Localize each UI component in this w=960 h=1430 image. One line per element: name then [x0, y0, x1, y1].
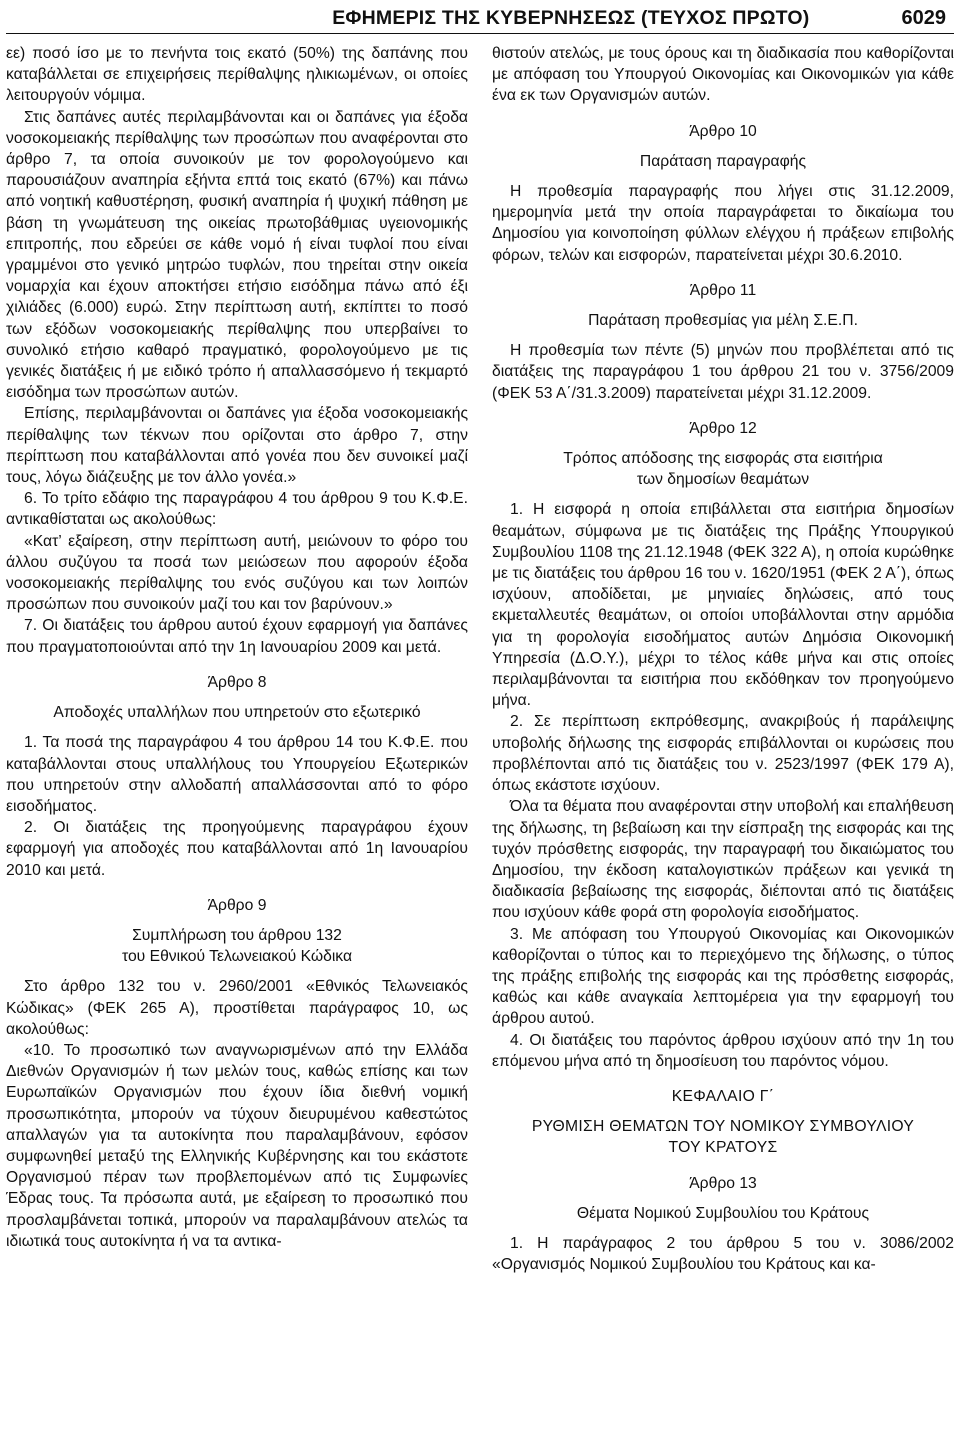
paragraph: 3. Με απόφαση του Υπουργού Οικονομίας και Οικονομικών καθορίζονται ο τύπος και το περιεχόμενο της δήλωσης, ο τύπος της πράξης επιβολής της εισφοράς και της πρόσθετης εισφοράς, καθώς και κάθε αναγκαία λεπτομέρεια για την εφαρμογή του άρθρου αυτού. [492, 925, 954, 1028]
chapter-subtitle-line-1: ΡΥΘΜΙΣΗ ΘΕΜΑΤΩΝ ΤΟΥ ΝΟΜΙΚΟΥ ΣΥΜΒΟΥΛΙΟΥ [531, 1118, 915, 1136]
paragraph: 1. Η παράγραφος 2 του άρθρου 5 του ν. 3086/2002 «Οργανισμός Νομικού Συμβουλίου του Κράτους και κα- [492, 1234, 954, 1274]
article-8-title: Άρθρο 8 [207, 673, 267, 691]
paragraph: 1. Τα ποσά της παραγράφου 4 του άρθρου 14 του Κ.Φ.Ε. που καταβάλλονται στους υπαλλήλους του Υπουργείου Εξωτερικών που υπηρετούν στην αλλοδαπή απαλλάσσονται από το φόρο εισοδήματος. [6, 734, 468, 815]
article-9-subtitle [6, 925, 468, 967]
article-10-subtitle: Παράταση παραγραφής [639, 152, 807, 170]
chapter-subtitle-line-2: ΤΟΥ ΚΡΑΤΟΥΣ [668, 1139, 778, 1157]
article-12-subtitle-line-2: των δημοσίων θεαμάτων [636, 471, 810, 489]
paragraph: εε) ποσό ίσο με το πενήντα τοις εκατό (50%) της δαπάνης που καταβάλλεται σε επιχειρήσεις περίθαλψης ηλικιωμένων, οι οποίες λειτουργούν νόμιμα. [6, 45, 468, 105]
article-13-subtitle: Θέματα Νομικού Συμβουλίου του Κράτους [576, 1204, 870, 1222]
paragraph: Όλα τα θέματα που αναφέρονται στην υποβολή και επαλήθευση της δήλωσης, τη βεβαίωση και την είσπραξη της εισφοράς και της τυχόν πρόσθετης εισφοράς, την παραγραφή του δικαιώματος του Δημοσίου, την έκδοση καταλογιστικών πράξεων και γενικά τη διαδικασία βεβαίωσης της εισφοράς, διέπονται από τις διατάξεις που ισχύουν κάθε φορά στη φορολογία εισοδήματος. [492, 798, 954, 922]
article-9-title: Άρθρο 9 [207, 896, 267, 914]
paragraph: 1. Η εισφορά η οποία επιβάλλεται στα εισιτήρια δημοσίων θεαμάτων, σύμφωνα με τις διατάξεις της Πράξης Υπουργικού Συμβουλίου 1108 της 21.12.1948 (ΦΕΚ 322 Α), η οποία κυρώθηκε με τις διατάξεις του άρθρου 16 του ν. 1620/1951 (ΦΕΚ 2 Α΄), όπως ισχύουν, αποδίδεται, με μηνιαίες δηλώσεις, από τους εκμεταλλευτές θεαμάτων, οι οποίοι υποβάλλονται στην αρμόδια για τη φορολογία εισοδήματος αυτών Δημόσια Οικονομική Υπηρεσία (Δ.Ο.Υ.), μέχρι το τέλος κάθε μήνα και στις οποίες περιλαμβάνονται τα εισιτήρια που εκδόθηκαν τον προηγούμενο μήνα. [492, 501, 954, 710]
article-9-subtitle-line-1: Συμπλήρωση του άρθρου 132 [132, 926, 342, 944]
article-10-title: Άρθρο 10 [689, 122, 757, 140]
paragraph: Η προθεσμία των πέντε (5) μηνών που προβλέπεται από τις διατάξεις της παραγράφου 1 του άρθρου 21 του ν. 3756/2009 (ΦΕΚ 53 Α΄/31.3.2009) παρατείνεται μέχρι 31.12.2009. [492, 342, 954, 402]
paragraph: «10. Το προσωπικό των αναγνωρισμένων από την Ελλάδα Διεθνών Οργανισμών ή των μελών τους, καθώς επίσης και των Ευρωπαϊκών Οργανισμών που έχουν ίδια διεθνή νομική προσωπικότητα, μπορούν να τύχουν διευρυμένου καθεστώτος απαλλαγών για τα αυτοκίνητα που παραλαμβάνουν, εφόσον συμφωνηθεί μεταξύ της Ελληνικής Κυβέρνησης και του εκάστοτε Οργανισμού πέραν των προβλεπομένων από τις Συμφωνίες Έδρας τους. Τα πρόσωπα αυτά, με εξαίρεση το προσωπικό που προσλαμβάνεται τοπικά, μπορούν να παραλαμβάνουν ατελώς τα ιδιωτικά τους αυτοκίνητα ή να τα αντικα- [6, 1041, 468, 1250]
page-number: 6029 [901, 7, 946, 29]
article-12-subtitle [492, 448, 954, 490]
right-column [492, 43, 954, 1275]
paragraph: 2. Οι διατάξεις της προηγούμενης παραγράφου έχουν εφαρμογή για αποδοχές που καταβάλλονται από 1η Ιανουαρίου 2010 και μετά. [6, 819, 468, 879]
text-columns [6, 43, 954, 1275]
article-8-subtitle: Αποδοχές υπαλλήλων που υπηρετούν στο εξωτερικό [53, 704, 421, 722]
paragraph: 7. Οι διατάξεις του άρθρου αυτού έχουν εφαρμογή για δαπάνες που πραγματοποιούνται από την 1η Ιανουαρίου 2009 και μετά. [6, 617, 468, 656]
paragraph: 4. Οι διατάξεις του παρόντος άρθρου ισχύουν από την 1η του επόμενου μήνα από τη δημοσίευση του παρόντος νόμου. [492, 1031, 954, 1070]
left-column [6, 43, 468, 1275]
paragraph: θιστούν ατελώς, με τους όρους και τη διαδικασία που καθορίζονται με απόφαση του Υπουργού Οικονομίας και Οικονομικών για κάθε ένα εκ των Οργανισμών αυτών. [492, 45, 954, 105]
chapter-title: ΚΕΦΑΛΑΙΟ Γ΄ [671, 1087, 775, 1105]
page-header [6, 0, 954, 34]
article-12-title: Άρθρο 12 [689, 419, 757, 437]
article-11-subtitle: Παράταση προθεσμίας για μέλη Σ.Ε.Π. [588, 312, 858, 330]
article-9-subtitle-line-2: του Εθνικού Τελωνειακού Κώδικα [121, 948, 353, 966]
article-12-subtitle-line-1: Τρόπος απόδοσης της εισφοράς στα εισιτήρια [563, 450, 883, 468]
paragraph: 2. Σε περίπτωση εκπρόθεσμης, ανακριβούς ή παράλειψης υποβολής δήλωσης της εισφοράς επιβάλλονται οι κυρώσεις που προβλέπονται από τις διατάξεις του ν. 2523/1997 (ΦΕΚ 179 Α), όπως εκάστοτε ισχύουν. [492, 713, 954, 795]
article-11-title: Άρθρο 11 [689, 281, 757, 299]
paragraph: Στο άρθρο 132 του ν. 2960/2001 «Εθνικός Τελωνειακός Κώδικας» (ΦΕΚ 265 Α), προστίθεται παράγραφος 10, ως ακολούθως: [6, 978, 468, 1038]
chapter-subtitle [492, 1116, 954, 1158]
paragraph: 6. Το τρίτο εδάφιο της παραγράφου 4 του άρθρου 9 του Κ.Φ.Ε. αντικαθίσταται ως ακολούθως: [6, 490, 468, 529]
article-13-title: Άρθρο 13 [689, 1174, 757, 1192]
paragraph: Η προθεσμία παραγραφής που λήγει στις 31.12.2009, ημερομηνία μετά την οποία παραγράφεται το δικαίωμα του Δημοσίου για κοινοποίηση φύλλων ελέγχου ή πράξεων επιβολής φόρων, τελών και εισφορών, παρατείνεται μέχρι 30.6.2010. [492, 183, 954, 264]
paragraph: Στις δαπάνες αυτές περιλαμβάνονται και οι δαπάνες για έξοδα νοσοκομειακής περίθαλψης των προσώπων που αναφέρονται στο άρθρο 7, τα οποία συνοικούν με τον φορολογούμενο και παρουσιάζουν αναπηρία εξήντα επτά τοις εκατό (67%) και πάνω από νοητική καθυστέρηση, φυσική αναπηρία ή ψυχική πάθηση με βάση τη γνωμάτευση της οικείας πρωτοβάθμιας υγειονομικής επιτροπής, που εδρεύει σε κάθε νομό ή είναι τυφλοί που είναι γραμμένοι στο γενικό μητρώο τυφλών, που τηρείται στην οικεία νομαρχία και έχουν αποκτήσει ετήσιο εισόδημα πάνω από έξι χιλιάδες (6.000) ευρώ. Στην περίπτωση αυτή, εκπίπτει το ποσό των εξόδων νοσοκομειακής περίθαλψης που υπερβαίνει το συνολικό ετήσιο καθαρό πραγματικό, φορολογούμενο με τις γενικές διατάξεις ή με ειδικό τρόπο ή απαλλασσόμενο ή τεκμαρτό εισόδημα των προσώπων αυτών. [6, 108, 468, 402]
journal-title: ΕΦΗΜΕΡΙΣ ΤΗΣ ΚΥΒΕΡΝΗΣΕΩΣ (ΤΕΥΧΟΣ ΠΡΩΤΟ) [332, 7, 810, 29]
paragraph: Επίσης, περιλαμβάνονται οι δαπάνες για έξοδα νοσοκομειακής περίθαλψης των τέκνων που ορίζονται στο άρθρο 7, στην περίπτωση που καταβάλλονται από γονέα που δεν συνοικεί μαζί τους, λόγω διάζευξης με τον άλλο γονέα.» [6, 405, 468, 487]
paragraph: «Κατ’ εξαίρεση, στην περίπτωση αυτή, μειώνουν το φόρο του άλλου συζύγου τα ποσά των μειώσεων που αφορούν έξοδα νοσοκομειακής περίθαλψης του ενός συζύγου και των λοιπών προσώπων που συνοικούν μαζί του και τον βαρύνουν.» [6, 532, 468, 614]
